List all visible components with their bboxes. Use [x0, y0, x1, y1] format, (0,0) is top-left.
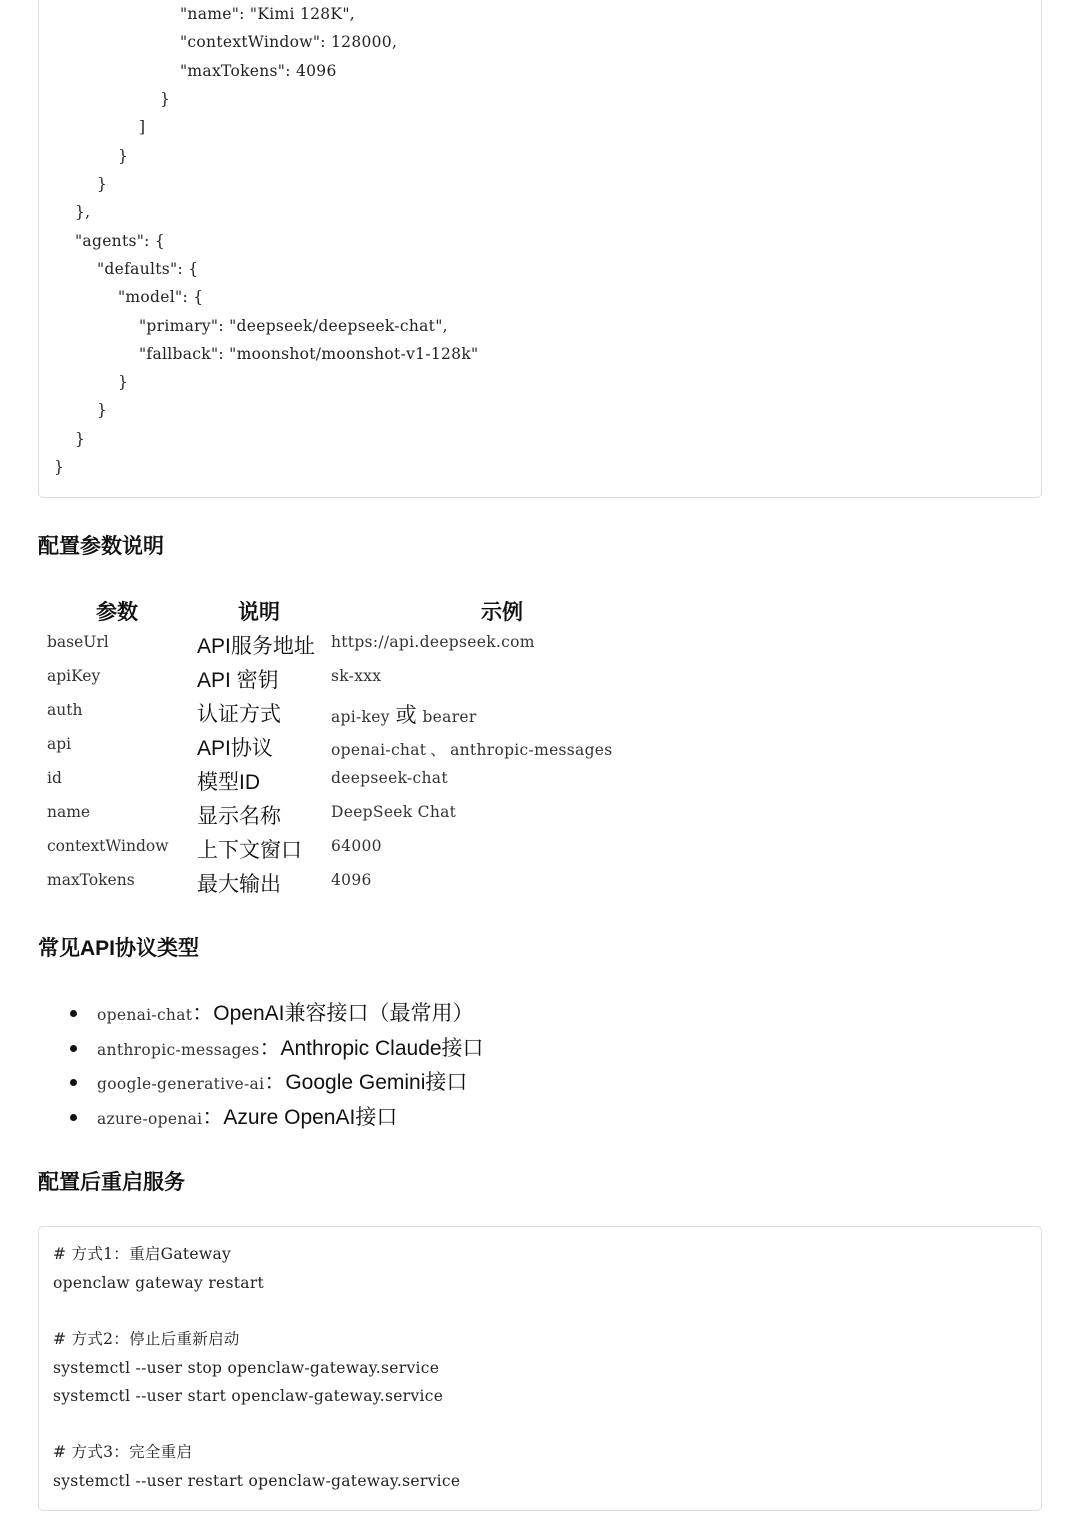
bullet-icon — [70, 1114, 77, 1121]
code-line: "model": { — [118, 288, 204, 306]
list-item — [70, 1032, 484, 1062]
bullet-icon — [70, 1079, 77, 1086]
code-comment: # 方式2：停止后重新启动 — [53, 1330, 240, 1348]
code-line: } — [160, 90, 171, 108]
code-line: "agents": { — [75, 232, 166, 250]
table-cell-example: deepseek-chat — [331, 769, 448, 787]
table-cell-example: 64000 — [331, 837, 382, 855]
code-line: "contextWindow": 128000, — [180, 33, 398, 51]
code-line: } — [118, 147, 129, 165]
table-cell-param: maxTokens — [47, 871, 135, 889]
code-line: }, — [75, 203, 91, 221]
code-line: ] — [139, 118, 146, 136]
section-title-restart-service: 配置后重启服务 — [38, 1171, 185, 1194]
code-line: } — [118, 373, 129, 391]
code-line: systemctl --user start openclaw-gateway.service — [53, 1387, 444, 1405]
table-cell-desc: API 密钥 — [197, 669, 279, 692]
restart-code-block — [38, 1226, 1042, 1511]
table-cell-example: openai-chat 、 anthropic-messages — [331, 741, 613, 759]
code-line: systemctl --user stop openclaw-gateway.service — [53, 1359, 440, 1377]
table-cell-desc: 显示名称 — [197, 805, 281, 828]
code-comment: # 方式3：完全重启 — [53, 1443, 193, 1461]
protocol-desc: ：Azure OpenAI接口 — [202, 1106, 398, 1129]
table-cell-param: api — [47, 735, 72, 753]
bullet-icon — [70, 1045, 77, 1052]
table-cell-param: id — [47, 769, 62, 787]
protocol-code: google-generative-ai — [97, 1075, 265, 1093]
table-cell-example: DeepSeek Chat — [331, 803, 457, 821]
table-cell-desc: 认证方式 — [197, 703, 281, 726]
table-header-param: 参数 — [96, 601, 138, 624]
code-line: "primary": "deepseek/deepseek-chat", — [139, 317, 448, 335]
code-line: openclaw gateway restart — [53, 1274, 265, 1292]
table-cell-param: contextWindow — [47, 837, 169, 855]
protocol-code: azure-openai — [97, 1110, 203, 1128]
code-line: } — [97, 175, 108, 193]
table-cell-desc: 模型ID — [197, 771, 260, 794]
list-item — [70, 1066, 467, 1096]
table-cell-desc: 上下文窗口 — [197, 839, 302, 862]
protocol-code: openai-chat — [97, 1006, 193, 1024]
code-line: "maxTokens": 4096 — [180, 62, 337, 80]
protocol-code: anthropic-messages — [97, 1041, 260, 1059]
code-line: "name": "Kimi 128K", — [180, 5, 355, 23]
section-title-api-protocols: 常见API协议类型 — [38, 937, 200, 960]
table-cell-param: name — [47, 803, 91, 821]
table-cell-desc: API协议 — [197, 737, 273, 760]
code-line: } — [75, 430, 86, 448]
code-line: systemctl --user restart openclaw-gateway.service — [53, 1472, 461, 1490]
code-line: "defaults": { — [97, 260, 199, 278]
table-cell-desc: 最大输出 — [197, 873, 281, 896]
table-cell-example: sk-xxx — [331, 667, 382, 685]
table-header-desc: 说明 — [238, 601, 280, 624]
code-line: } — [54, 458, 65, 476]
code-line: } — [97, 401, 108, 419]
section-title-config-params: 配置参数说明 — [38, 535, 164, 558]
table-cell-param: apiKey — [47, 667, 101, 685]
protocol-desc: ：OpenAI兼容接口（最常用） — [192, 1002, 474, 1025]
table-header-example: 示例 — [481, 601, 523, 624]
table-cell-example: https://api.deepseek.com — [331, 633, 535, 651]
protocol-desc: ：Anthropic Claude接口 — [259, 1037, 484, 1060]
table-cell-example: api-key 或 bearer — [331, 704, 477, 727]
protocol-desc: ：Google Gemini接口 — [264, 1071, 468, 1094]
table-cell-example: 4096 — [331, 871, 372, 889]
bullet-icon — [70, 1010, 77, 1017]
table-cell-param: auth — [47, 701, 83, 719]
code-line: "fallback": "moonshot/moonshot-v1-128k" — [139, 345, 479, 363]
list-item — [70, 997, 474, 1027]
list-item — [70, 1101, 397, 1131]
config-code-block — [38, 0, 1042, 498]
table-cell-desc: API服务地址 — [197, 635, 315, 658]
table-cell-param: baseUrl — [47, 633, 109, 651]
code-comment: # 方式1：重启Gateway — [53, 1245, 232, 1263]
